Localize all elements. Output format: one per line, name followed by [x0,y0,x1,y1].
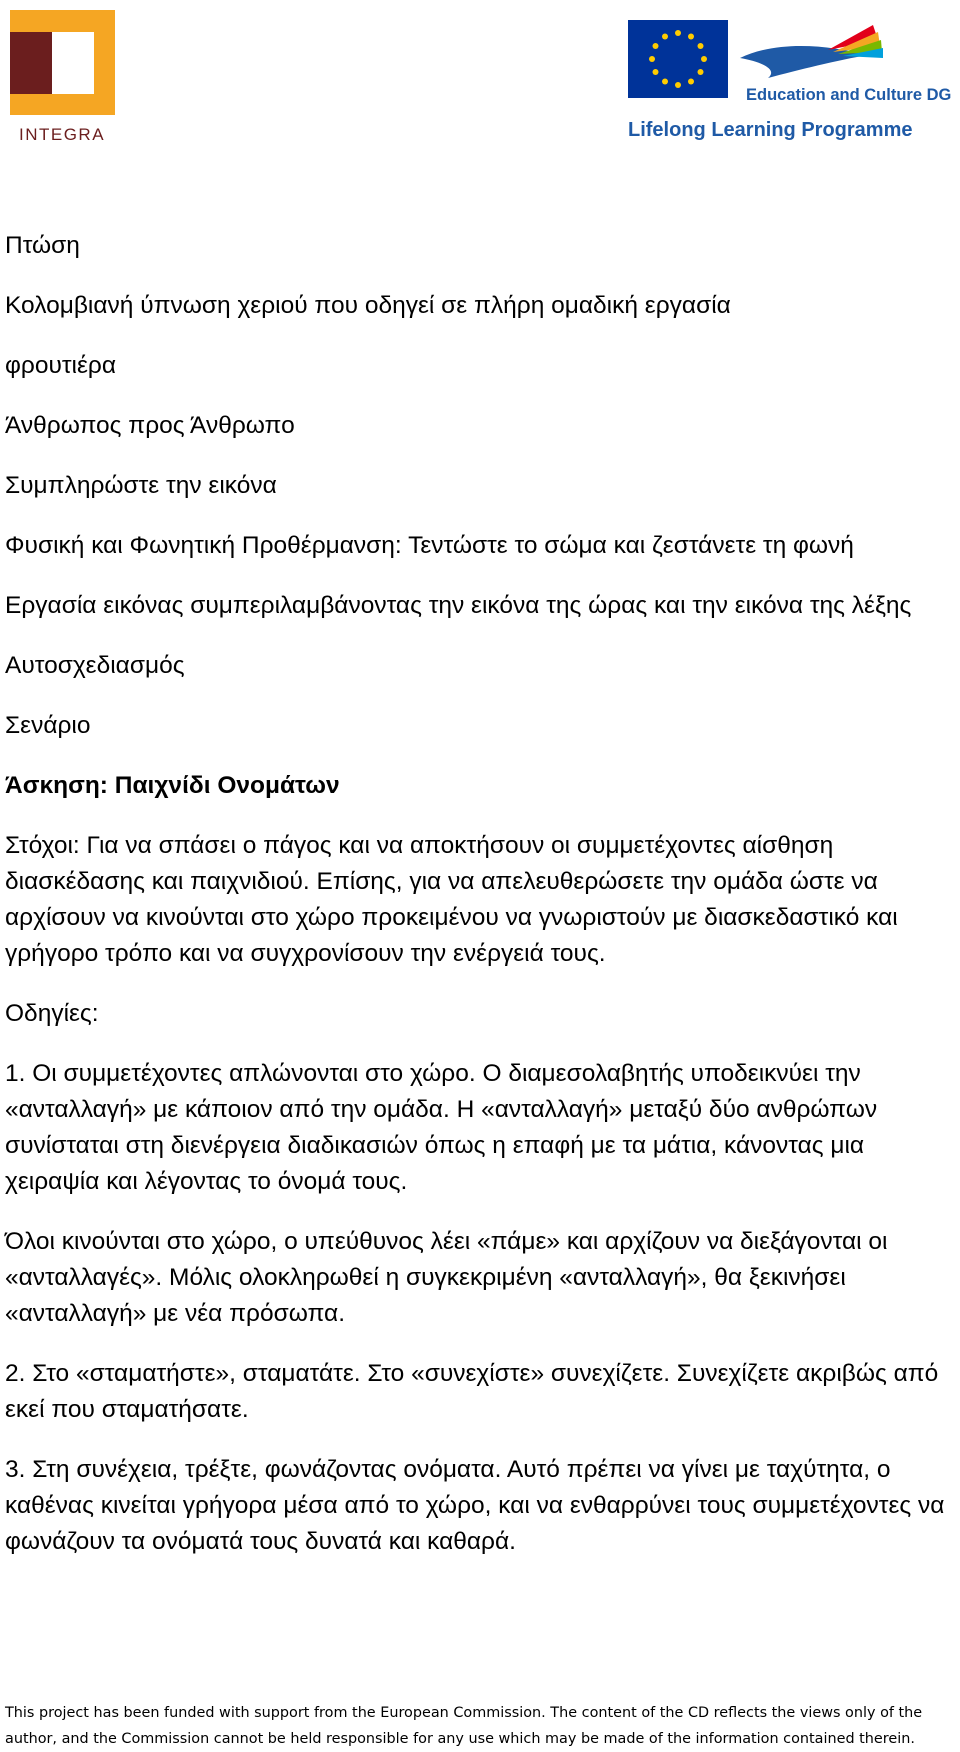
instructions-label: Οδηγίες: [5,1000,99,1027]
footer-line: This project has been funded with support from the European Commission. The content of the CD reflects the views only of the [5,1705,923,1721]
list-line: Κολομβιανή ύπνωση χεριού που οδηγεί σε πλήρη ομαδική εργασία [5,292,731,319]
list-line: Εργασία εικόνας συμπεριλαμβάνοντας την εικόνα της ώρας και την εικόνα της λέξης [5,592,912,619]
integra-logo [10,10,120,145]
eu-logo-line1: Education and Culture DG [746,86,952,104]
step-paragraph: 2. Στο «σταματήστε», σταματάτε. Στο «συνεχίστε» συνεχίζετε. Συνεχίζετε ακριβώς από εκεί που σταματήσατε. [5,1360,939,1423]
list-line: Συμπληρώστε την εικόνα [5,472,277,499]
list-line: Αυτοσχεδιασμός [5,652,185,679]
document-body [5,228,955,1584]
goals-paragraph: Στόχοι: Για να σπάσει ο πάγος και να αποκτήσουν οι συμμετέχοντες αίσθηση διασκέδασης και παιχνιδιού. Επίσης, για να απελευθερώσετε την ομάδα ώστε να αρχίσουν να κινούνται στο χώρο προκειμένου να γνωριστούν με διασκεδαστικό και γρήγορο τρόπο και να συγχρονίσουν την ενέργειά τους. [5,832,898,967]
step-paragraph: Όλοι κινούνται στο χώρο, ο υπεύθυνος λέει «πάμε» και αρχίζουν να διεξάγονται οι «ανταλλαγές». Μόλις ολοκληρωθεί η συγκεκριμένη «ανταλλαγή», θα ξεκινήσει «ανταλλαγή» με νέα πρόσωπα. [5,1228,888,1327]
eu-logo-line2: Lifelong Learning Programme [628,119,913,141]
eu-llp-logo [628,20,952,150]
list-line: Πτώση [5,232,80,259]
step-paragraph: 3. Στη συνέχεια, τρέξτε, φωνάζοντας ονόματα. Αυτό πρέπει να γίνει με ταχύτητα, ο καθένας κινείται γρήγορα μέσα από το χώρο, και να ενθαρρύνει τους συμμετέχοντες να φωνάζουν τα ονόματά τους δυνατά και καθαρά. [5,1456,945,1555]
step-paragraph: 1. Οι συμμετέχοντες απλώνονται στο χώρο. Ο διαμεσολαβητής υποδεικνύει την «ανταλλαγή» με κάποιον από την ομάδα. Η «ανταλλαγή» μεταξύ δύο ανθρώπων συνίσταται στη διενέργεια διαδικασιών όπως η επαφή με τα μάτια, κάνοντας μια χειραψία και λέγοντας το όνομά τους. [5,1060,878,1195]
integra-logo-text: INTEGRA [18,125,106,144]
list-line: Σενάριο [5,712,91,739]
exercise-title: Άσκηση: Παιχνίδι Ονομάτων [5,772,340,799]
funding-disclaimer [5,1700,960,1752]
list-line: Άνθρωπος προς Άνθρωπο [5,412,295,439]
list-line: Φυσική και Φωνητική Προθέρμανση: Τεντώστε το σώμα και ζεστάνετε τη φωνή [5,532,854,559]
list-line: φρουτιέρα [5,352,116,379]
footer-line: author, and the Commission cannot be held responsible for any use which may be made of the information contained therein. [5,1731,915,1747]
